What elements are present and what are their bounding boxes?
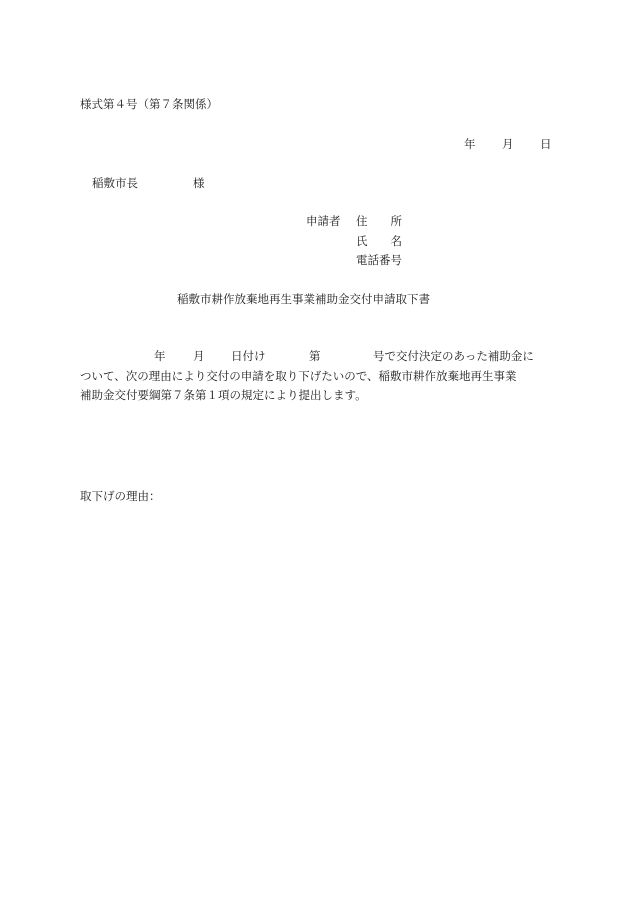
name-label: 氏 名 xyxy=(356,234,402,248)
body-year-label: 年 xyxy=(154,349,166,363)
body-line-1-rest: 号で交付決定のあった補助金に xyxy=(373,349,534,363)
reason-label: 取下げの理由： xyxy=(80,489,161,503)
date-month-label: 月 xyxy=(502,137,514,151)
form-number: 様式第４号（第７条関係） xyxy=(80,97,218,111)
body-month-label: 月 xyxy=(193,349,205,363)
addressee-honorific: 様 xyxy=(193,176,205,190)
body-number-prefix: 第 xyxy=(309,349,321,363)
date-day-label: 日 xyxy=(540,137,552,151)
body-line-2: ついて、次の理由により交付の申請を取り下げたいので、稲敷市耕作放棄地再生事業 xyxy=(80,369,517,383)
phone-label: 電話番号 xyxy=(356,253,402,267)
date-year-label: 年 xyxy=(464,137,476,151)
address-label: 住 所 xyxy=(356,214,402,228)
addressee-name: 稲敷市長 xyxy=(92,176,138,190)
body-line-3: 補助金交付要綱第７条第１項の規定により提出します。 xyxy=(80,388,367,402)
applicant-label: 申請者 xyxy=(306,214,341,228)
document-title: 稲敷市耕作放棄地再生事業補助金交付申請取下書 xyxy=(177,292,430,306)
body-dated-label: 日付け xyxy=(231,349,266,363)
